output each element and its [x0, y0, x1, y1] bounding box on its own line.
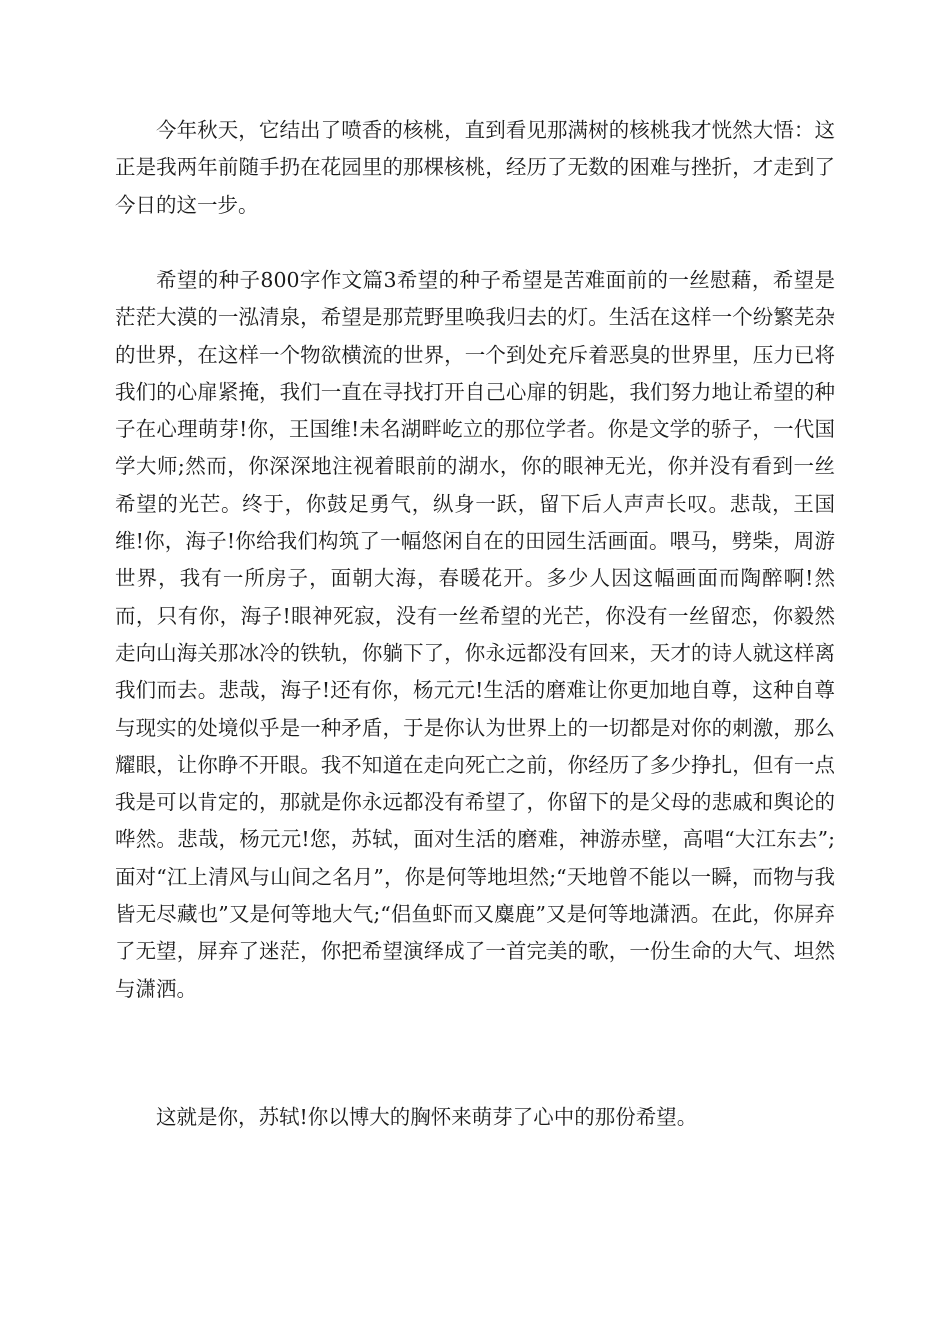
paragraph-walnut: 今年秋天，它结出了喷香的核桃，直到看见那满树的核桃我才恍然大悟：这正是我两年前随手扔在花园里的那棵核桃，经历了无数的困难与挫折，才走到了今日的这一步。 — [115, 118, 835, 217]
paragraph-seed-of-hope: 希望的种子800字作文篇3希望的种子希望是苦难面前的一丝慰藉，希望是茫茫大漠的一泓清泉，希望是那荒野里唤我归去的灯。生活在这样一个纷繁芜杂的世界，在这样一个物欲横流的世界，一个到处充斥着恶臭的世界里，压力已将我们的心扉紧掩，我们一直在寻找打开自己心扉的钥匙，我们努力地让希望的种子在心理萌芽!你，王国维!未名湖畔屹立的那位学者。你是文学的骄子，一代国学大师;然而，你深深地注视着眼前的湖水，你的眼神无光，你并没有看到一丝希望的光芒。终于，你鼓足勇气，纵身一跃，留下后人声声长叹。悲哉，王国维!你，海子!你给我们构筑了一幅悠闲自在的田园生活画面。喂马，劈柴，周游世界，我有一所房子，面朝大海，春暖花开。多少人因这幅画面而陶醉啊!然而，只有你，海子!眼神死寂，没有一丝希望的光芒，你没有一丝留恋，你毅然走向山海关那冰冷的铁轨，你躺下了，你永远都没有回来，天才的诗人就这样离我们而去。悲哉，海子!还有你，杨元元!生活的磨难让你更加地自尊，这种自尊与现实的处境似乎是一种矛盾，于是你认为世界上的一切都是对你的刺激，那么耀眼，让你睁不开眼。我不知道在走向死亡之前，你经历了多少挣扎，但有一点我是可以肯定的，那就是你永远都没有希望了，你留下的是父母的悲戚和舆论的哗然。悲哉，杨元元!您，苏轼，面对生活的磨难，神游赤壁，高唱“大江东去”;面对“江上清风与山间之名月”，你是何等地坦然;“天地曾不能以一瞬，而物与我皆无尽藏也”又是何等地大气;“侣鱼虾而又麋鹿”又是何等地潇洒。在此，你屏弃了无望，屏弃了迷茫，你把希望演绎成了一首完美的歌，一份生命的大气、坦然与潇洒。 — [115, 268, 835, 1001]
paragraph-conclusion: 这就是你，苏轼!你以博大的胸怀来萌芽了心中的那份希望。 — [156, 1105, 698, 1129]
